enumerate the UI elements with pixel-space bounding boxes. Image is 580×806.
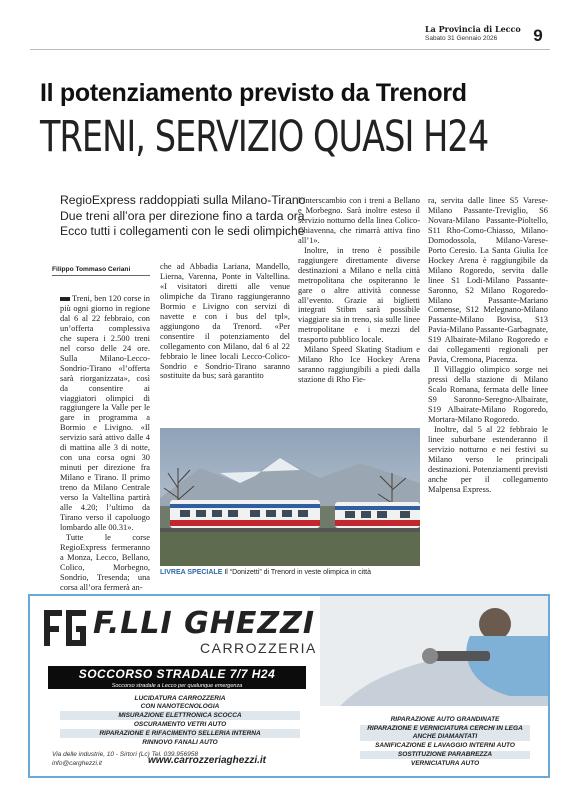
header-rule bbox=[30, 49, 550, 50]
service-line: RIPARAZIONE AUTO GRANDINATE bbox=[390, 716, 500, 723]
photo-caption bbox=[160, 568, 425, 577]
paragraph: che ad Abbadia Lariana, Mandello, Lierna, Varenna, Ponte in Valtellina. «I visitatori diretti alle venue olimpiche da Tirano raggiungeranno Bormio e Livigno con servizi di navette e con i bus del tpl», aggiungono da Trenord. «Per consentire il potenziamento del collegamento con Milano, dal 6 al 22 febbraio le linee locali Lecco-Colico-Sondrio e Sondrio-Tirano saranno sostituite da bus; sarà garantito bbox=[160, 262, 290, 381]
service-line: CON NANOTECNOLOGIA bbox=[140, 703, 220, 710]
paragraph: l’interscambio con i treni a Bellano e Morbegno. Sarà inoltre esteso il servizio notturno della linea Colico-Chiavenna, che rimarrà attiva fino all’1». bbox=[298, 196, 420, 245]
service-line: RIPARAZIONE E RIFACIMENTO SELLERIA INTERNA bbox=[60, 729, 300, 738]
paragraph: Il Villaggio olimpico sorge nei pressi della stazione di Milano Scalo Romana, fermata delle linee S9 Saronno-Seregno-Albairate, S19 Albairate-Milano Rogoredo, Mortara-Milano Rogoredo. bbox=[428, 365, 548, 424]
service-line: SOSTITUZIONE PARABREZZA bbox=[360, 751, 530, 759]
service-line: MISURAZIONE ELETTRONICA SCOCCA bbox=[60, 711, 300, 720]
article-column-4 bbox=[428, 196, 548, 495]
byline: Filippo Tommaso Ceriani bbox=[52, 266, 150, 276]
service-line: RIPARAZIONE E VERNICIATURA CERCHI IN LEGA bbox=[360, 725, 530, 733]
article-column-1 bbox=[60, 294, 150, 593]
roadside-subtext: Soccorso stradale a Lecco per qualunque emergenza bbox=[48, 683, 306, 689]
lead-square-icon bbox=[60, 297, 70, 301]
article-deck bbox=[60, 193, 306, 240]
service-line: VERNICIATURA AUTO bbox=[410, 760, 480, 767]
page-number: 9 bbox=[533, 26, 543, 45]
paragraph: Tutte le corse RegioExpress fermeranno a Monza, Lecco, Bellano, Colico, Morbegno, Sondrio, Tresenda; una corsa all’ora fermerà an- bbox=[60, 532, 150, 592]
paragraph: ra, servita dalle linee S5 Varese-Milano Passante-Treviglio, S6 Novara-Milano Passante-Pioltello, S11 Rho-Como-Chiasso, Milano-Domodossola, Milano-Varese-Porto Ceresio. La Santa Giulia Ice Hockey Arena è raggiungibile da Milano Rogoredo, servita dalle linee S1 Lodi-Milano Passante-Saronno, S2 Milano Rogoredo-Milano Passante-Mariano Comense, S12 Melegnano-Milano Passante-Milano Bovisa, S13 Pavia-Milano Passante-Garbagnate, S19 Albairate-Milano Rogoredo e dai collegamenti regionali per Pavia, Cremona, Piacenza. bbox=[428, 196, 549, 365]
service-line: SANIFICAZIONE E LAVAGGIO INTERNI AUTO bbox=[375, 742, 515, 749]
article-kicker: Il potenziamento previsto da Trenord bbox=[40, 79, 467, 107]
article-column-2 bbox=[160, 262, 290, 381]
masthead bbox=[425, 24, 525, 42]
roadside-banner: SOCCORSO STRADALE 7/7 H24 bbox=[48, 666, 306, 683]
deck-line: Ecco tutti i collegamenti con le sedi olimpiche bbox=[60, 224, 305, 238]
brand-name: F.LLI GHEZZI bbox=[93, 606, 315, 641]
paragraph-text: Treni, ben 120 corse in più ogni giorno in regione dal 6 al 22 febbraio, con un’offerta complessiva che supera i 2.500 treni nel corso delle 24 ore. Sulla Milano-Lecco-Sondrio-Tirano «l’offerta sarà riorganizzata», così da consentire ai viaggiatori olimpici di raggiungere la Valle per le gare in programma a Bormio e Livigno. «Il servizio sarà attivo dalle 4 di mattina alle 3 di notte, con una corsa ogni 30 minuti per direzione fra Milano e Tirano. Il primo treno da Milano Centrale verso la Valtellina partirà alle 4.20; l’ultimo da Tirano verso il capoluogo lombardo alle 00.31». bbox=[60, 294, 150, 532]
paragraph: Inoltre, in treno è possibile raggiungere direttamente diverse destinazioni a Milano e nella città metropolitana che ospiteranno le gare o altre attività connesse all’evento. Grazie ai biglietti integrati Stibm sarà possibile viaggiare sia in treno, sia sulle linee metropolitane e i mezzi del trasporto pubblico locale. bbox=[298, 245, 420, 345]
email-line: info@carghezzi.it bbox=[52, 760, 102, 767]
article-headline: TRENI, SERVIZIO QUASI H24 bbox=[40, 112, 489, 162]
issue-date: Sabato 31 Gennaio 2026 bbox=[425, 35, 498, 42]
paragraph: Inoltre, dal 5 al 22 febbraio le linee suburbane estenderanno il servizio notturno e nei festivi su Milano verso le principali destinazioni. Potenziamenti previsti anche per il collegamento Malpensa Express. bbox=[428, 424, 548, 494]
newspaper-name: La Provincia di Lecco bbox=[425, 24, 521, 34]
service-line: OSCURAMENTO VETRI AUTO bbox=[133, 721, 227, 728]
ad-website[interactable]: www.carrozzeriaghezzi.it bbox=[148, 755, 266, 766]
mechanic-illustration bbox=[320, 596, 550, 706]
brand-subtitle: CARROZZERIA bbox=[200, 640, 317, 656]
paragraph: Milano Speed Skating Stadium e Milano Rho Ice Hockey Arena saranno raggiungibili a piedi dalla stazione di Rho Fie- bbox=[298, 345, 420, 385]
caption-text: Il “Donizetti” di Trenord in veste olimpica in città bbox=[222, 569, 371, 576]
service-line: ANCHE DIAMANTATI bbox=[360, 733, 530, 741]
service-line: RINNOVO FANALI AUTO bbox=[142, 739, 218, 746]
deck-line: RegioExpress raddoppiati sulla Milano-Tirano bbox=[60, 193, 306, 207]
deck-line: Due treni all’ora per direzione fino a tarda ora bbox=[60, 208, 305, 223]
advertisement[interactable] bbox=[28, 594, 550, 778]
service-line: LUCIDATURA CARROZZERIA bbox=[134, 695, 226, 702]
paragraph bbox=[60, 294, 150, 533]
train-photo bbox=[160, 428, 420, 566]
address-line: Via delle industrie, 10 - Sirtori (Lc) Tel. 039.956958 bbox=[52, 751, 198, 758]
caption-tag: LIVREA SPECIALE bbox=[160, 569, 223, 576]
article-column-3 bbox=[298, 196, 420, 385]
fg-logo-icon bbox=[42, 606, 90, 650]
